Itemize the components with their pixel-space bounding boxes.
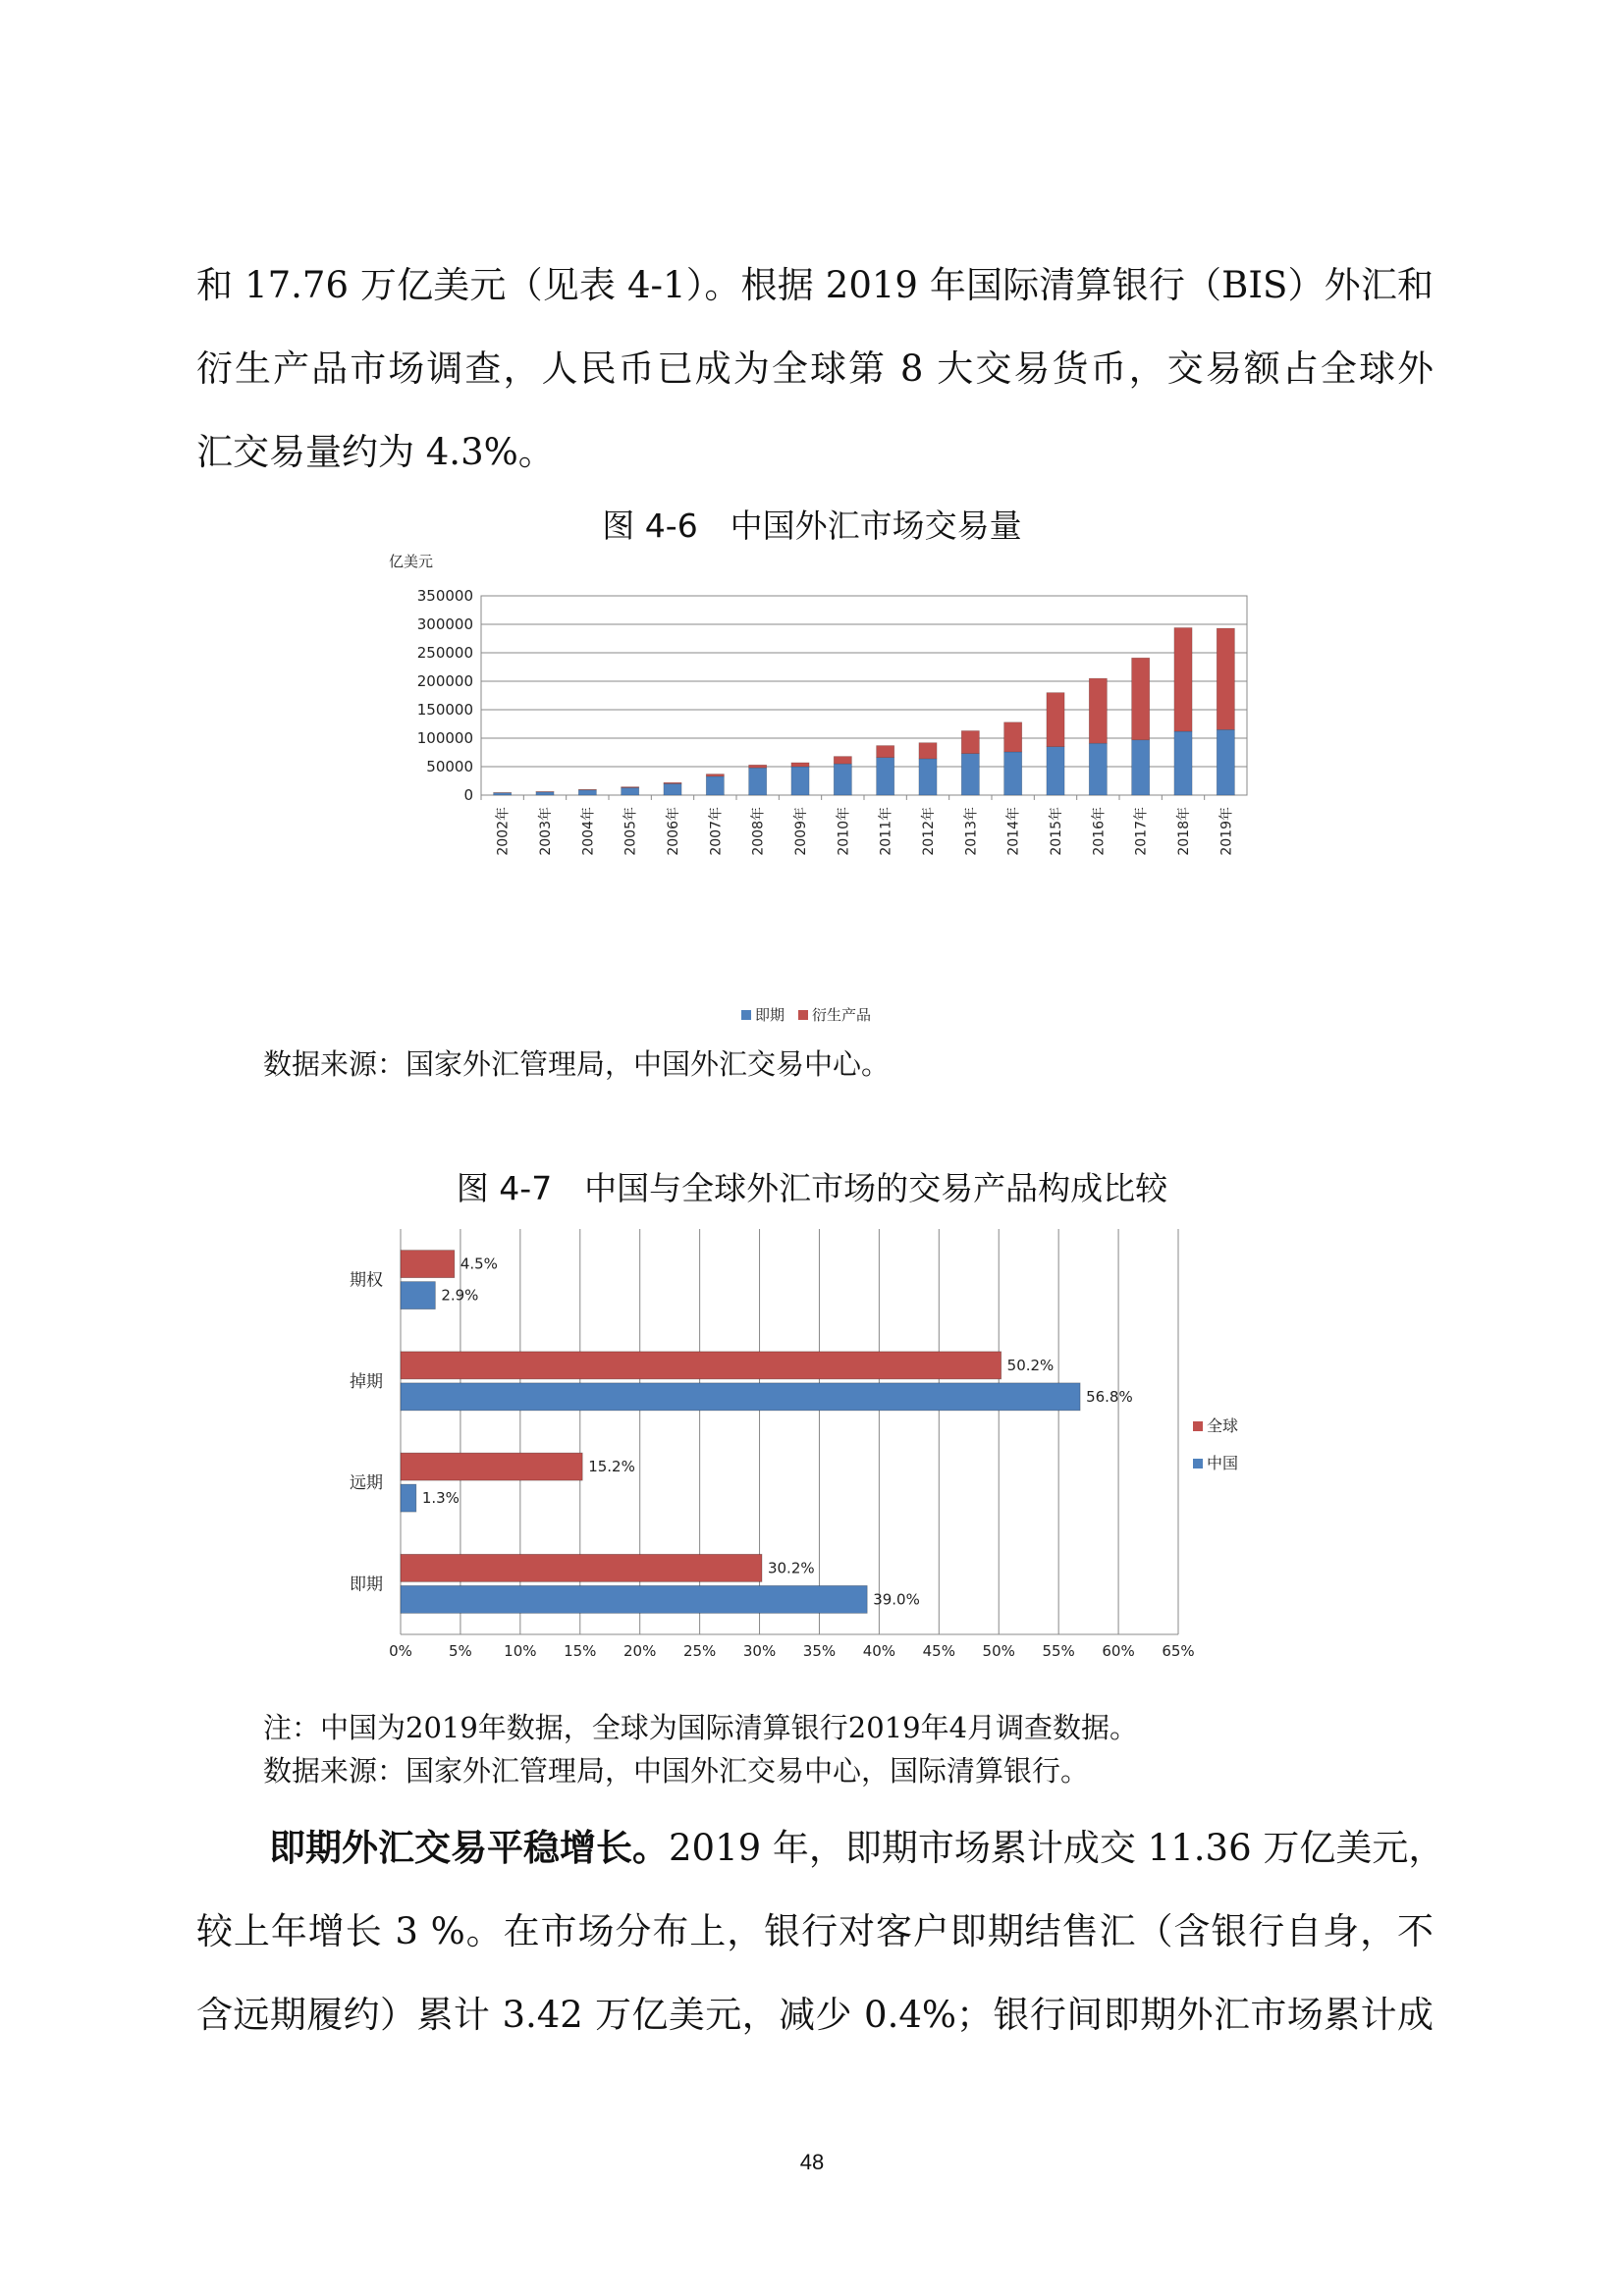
category-label: 远期 xyxy=(350,1473,383,1494)
paragraph-lead: 即期外汇交易平稳增长。 xyxy=(269,1826,669,1869)
legend-swatch xyxy=(1193,1459,1203,1468)
x-tick-label: 20% xyxy=(623,1642,657,1660)
y-tick-label: 350000 xyxy=(416,587,473,605)
bar-全球 xyxy=(401,1554,762,1581)
x-tick-label: 25% xyxy=(682,1642,717,1660)
x-tick-label: 2002年 xyxy=(495,807,512,856)
figure-2-note: 注：中国为2019年数据，全球为国际清算银行2019年4月调查数据。 xyxy=(263,1711,1139,1744)
x-tick-label: 5% xyxy=(449,1642,472,1660)
bar-衍生产品 xyxy=(1089,678,1107,743)
bar-即期 xyxy=(919,759,937,795)
bar-即期 xyxy=(791,767,809,795)
bar-即期 xyxy=(1217,729,1234,795)
legend-label: 全球 xyxy=(1207,1416,1239,1435)
x-tick-label: 40% xyxy=(862,1642,896,1660)
bar-即期 xyxy=(1047,747,1064,795)
bar-中国 xyxy=(401,1383,1080,1411)
x-tick-label: 2017年 xyxy=(1133,807,1150,856)
x-tick-label: 2014年 xyxy=(1005,807,1022,856)
paragraph-1 xyxy=(196,243,1434,494)
data-label: 4.5% xyxy=(460,1255,498,1273)
x-tick-label: 30% xyxy=(742,1642,777,1660)
data-label: 56.8% xyxy=(1086,1387,1133,1406)
x-tick-label: 2019年 xyxy=(1218,807,1235,856)
figure-1-source: 数据来源：国家外汇管理局，中国外汇交易中心。 xyxy=(263,1047,891,1081)
legend-label: 衍生产品 xyxy=(812,1006,872,1024)
y-axis-unit-label: 亿美元 xyxy=(389,553,434,570)
paragraph-line: 和 17.76 万亿美元（见表 4-1）。根据 2019 年国际清算银行（BIS）外汇和 xyxy=(196,264,1434,306)
bar-衍生产品 xyxy=(749,765,767,768)
figure-2-source: 数据来源：国家外汇管理局，中国外汇交易中心，国际清算银行。 xyxy=(263,1754,1090,1788)
bar-即期 xyxy=(1089,743,1107,795)
x-tick-label: 45% xyxy=(922,1642,955,1660)
y-tick-label: 100000 xyxy=(416,729,473,747)
x-tick-label: 65% xyxy=(1162,1642,1195,1660)
x-tick-label: 2018年 xyxy=(1176,807,1192,856)
chart-product-composition xyxy=(314,1217,1296,1693)
y-tick-label: 300000 xyxy=(416,615,473,633)
legend-swatch xyxy=(798,1010,808,1020)
bar-即期 xyxy=(536,792,554,795)
bar-中国 xyxy=(401,1484,416,1512)
bar-衍生产品 xyxy=(622,787,639,788)
x-tick-label: 2012年 xyxy=(921,807,937,856)
x-tick-label: 2005年 xyxy=(623,807,639,856)
bar-即期 xyxy=(578,790,596,795)
bar-衍生产品 xyxy=(1004,722,1022,752)
y-tick-label: 150000 xyxy=(416,701,473,719)
bar-衍生产品 xyxy=(1217,628,1234,729)
bar-衍生产品 xyxy=(1174,627,1192,731)
y-tick-label: 0 xyxy=(463,786,473,804)
legend-swatch xyxy=(1193,1421,1203,1431)
paragraph-line: 汇交易量约为 4.3%。 xyxy=(196,431,555,473)
bar-全球 xyxy=(401,1352,1001,1379)
x-tick-label: 2016年 xyxy=(1091,807,1108,856)
x-tick-label: 2008年 xyxy=(750,807,767,856)
data-label: 1.3% xyxy=(421,1489,460,1508)
chart-trading-volume xyxy=(373,545,1276,1036)
bar-衍生产品 xyxy=(919,743,937,759)
bar-即期 xyxy=(749,768,767,795)
legend-swatch xyxy=(741,1010,751,1020)
data-label: 39.0% xyxy=(873,1590,920,1609)
bar-即期 xyxy=(834,764,851,795)
paragraph-line: 较上年增长 3 %。在市场分布上，银行对客户即期结售汇（含银行自身，不 xyxy=(196,1910,1434,1952)
x-tick-label: 15% xyxy=(564,1642,597,1660)
bar-即期 xyxy=(664,783,681,795)
bar-全球 xyxy=(401,1453,582,1480)
paragraph-line: 衍生产品市场调查，人民币已成为全球第 8 大交易货币，交易额占全球外 xyxy=(196,347,1434,390)
x-tick-label: 2013年 xyxy=(963,807,980,856)
x-tick-label: 2003年 xyxy=(538,807,554,856)
legend-label: 即期 xyxy=(755,1006,785,1024)
data-label: 2.9% xyxy=(441,1286,479,1305)
x-tick-label: 2009年 xyxy=(793,807,809,856)
data-label: 50.2% xyxy=(1006,1356,1055,1374)
bar-中国 xyxy=(401,1282,435,1309)
data-label: 30.2% xyxy=(767,1559,815,1577)
bar-即期 xyxy=(1174,731,1192,795)
paragraph-line xyxy=(196,1806,1445,1890)
bar-全球 xyxy=(401,1251,455,1278)
bar-中国 xyxy=(401,1585,867,1613)
bar-即期 xyxy=(706,776,724,795)
paragraph-line: 含远期履约）累计 3.42 万亿美元，减少 0.4%；银行间即期外汇市场累计成 xyxy=(196,1994,1434,2036)
x-tick-label: 60% xyxy=(1102,1642,1135,1660)
category-label: 即期 xyxy=(350,1575,383,1595)
bar-衍生产品 xyxy=(1132,658,1150,740)
x-tick-label: 2007年 xyxy=(708,807,725,856)
bar-即期 xyxy=(622,787,639,795)
x-tick-label: 2006年 xyxy=(666,807,681,856)
x-tick-label: 2015年 xyxy=(1049,807,1064,856)
category-label: 期权 xyxy=(350,1270,383,1291)
figure-2-title: 图 4-7 中国与全球外汇市场的交易产品构成比较 xyxy=(456,1169,1168,1207)
bar-衍生产品 xyxy=(664,782,681,783)
x-tick-label: 35% xyxy=(802,1642,837,1660)
x-tick-label: 2010年 xyxy=(836,807,852,856)
y-tick-label: 250000 xyxy=(416,644,473,662)
paragraph-text: 2019 年，即期市场累计成交 11.36 万亿美元， xyxy=(669,1827,1445,1869)
y-tick-label: 50000 xyxy=(426,758,473,775)
category-label: 掉期 xyxy=(350,1371,383,1392)
bar-衍生产品 xyxy=(961,730,979,753)
bar-即期 xyxy=(961,754,979,795)
bar-衍生产品 xyxy=(834,757,851,765)
bar-即期 xyxy=(1132,740,1150,795)
legend-label: 中国 xyxy=(1207,1454,1239,1472)
bar-即期 xyxy=(1004,752,1022,795)
bar-衍生产品 xyxy=(578,789,596,790)
y-tick-label: 200000 xyxy=(416,672,473,690)
x-tick-label: 2004年 xyxy=(580,807,597,856)
x-tick-label: 55% xyxy=(1042,1642,1075,1660)
bar-衍生产品 xyxy=(877,746,894,758)
bar-即期 xyxy=(494,793,512,795)
paragraph-2 xyxy=(196,1806,1445,2056)
figure-1-title: 图 4-6 中国外汇市场交易量 xyxy=(602,507,1022,545)
bar-衍生产品 xyxy=(706,774,724,776)
x-tick-label: 50% xyxy=(982,1642,1015,1660)
x-tick-label: 10% xyxy=(504,1642,537,1660)
x-tick-label: 0% xyxy=(389,1642,412,1660)
bar-即期 xyxy=(877,758,894,795)
x-tick-label: 2011年 xyxy=(878,807,894,856)
page-number: 48 xyxy=(799,2150,825,2174)
bar-衍生产品 xyxy=(791,763,809,767)
bar-衍生产品 xyxy=(1047,693,1064,747)
data-label: 15.2% xyxy=(588,1458,635,1476)
